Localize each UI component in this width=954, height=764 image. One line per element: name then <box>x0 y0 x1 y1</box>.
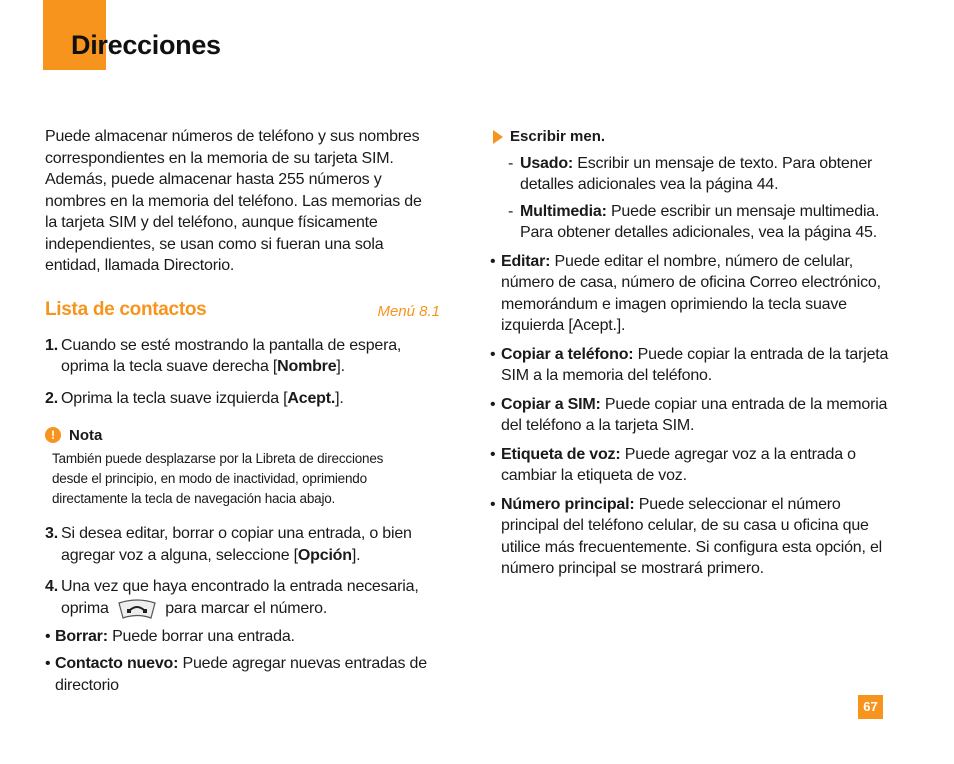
page-title: Direcciones <box>71 30 221 60</box>
step-key: Nombre <box>277 358 337 375</box>
bullet-text: Puede agregar voz a la entrada o cambiar la etiqueta de voz. <box>501 445 856 484</box>
step-1 <box>45 335 445 378</box>
step-text: Si desea editar, borrar o copiar una entrada, o bien agregar voz a alguna, seleccione [ <box>61 525 412 564</box>
section-heading <box>45 299 445 323</box>
bullet-text: Puede copiar una entrada de la memoria del teléfono a la tarjeta SIM. <box>501 395 888 434</box>
bullet-term: Copiar a teléfono: <box>501 345 634 363</box>
bullet-contacto-nuevo <box>45 653 445 696</box>
bullet-dot: • <box>490 445 496 463</box>
dash-text: Puede escribir un mensaje multimedia. Para obtener detalles adicionales, vea la página 45. <box>520 202 880 241</box>
bullet-dot: • <box>490 252 496 270</box>
bullet-dot: • <box>45 627 51 645</box>
bullet-term: Borrar: <box>55 627 108 645</box>
sub-heading-escribir <box>490 126 890 148</box>
dash-term: Multimedia: <box>520 202 607 220</box>
bullet-copiar-sim <box>490 394 890 437</box>
bullet-dot: • <box>490 395 496 413</box>
bullet-editar <box>490 251 890 337</box>
note-label: Nota <box>69 427 103 444</box>
dash-text: Escribir un mensaje de texto. Para obtener detalles adicionales vea la página 44. <box>520 154 873 193</box>
step-4 <box>45 576 445 620</box>
step-number: 4. <box>45 578 58 595</box>
bullet-copiar-telefono <box>490 344 890 387</box>
step-text: Cuando se esté mostrando la pantalla de espera, oprima la tecla suave derecha [ <box>61 336 402 375</box>
step-key: Acept. <box>287 389 336 407</box>
exclamation-icon: ! <box>45 427 61 443</box>
section-menu-ref: Menú 8.1 <box>377 302 440 320</box>
dash-item-multimedia <box>490 201 890 244</box>
sub-heading-text: Escribir men. <box>510 128 606 145</box>
step-2 <box>45 388 445 410</box>
bullet-term: Contacto nuevo: <box>55 655 179 672</box>
bullet-numero-principal <box>490 494 890 580</box>
dash-term: Usado: <box>520 154 574 172</box>
bullet-dot: • <box>490 495 496 513</box>
step-text-end: para marcar el número. <box>165 599 328 617</box>
bullet-term: Número principal: <box>501 495 635 513</box>
step-text: Oprima la tecla suave izquierda [ <box>61 389 288 407</box>
note-text: También puede desplazarse por la Libreta de direcciones desde el principio, en modo de inactividad, oprimiendo directamente la tecla de navegación hacia abajo. <box>52 451 384 506</box>
bullet-text: Puede copiar la entrada de la tarjeta SIM a la memoria del teléfono. <box>501 345 889 384</box>
step-text-end: ]. <box>336 358 345 375</box>
step-3 <box>45 523 445 566</box>
right-column <box>490 126 890 580</box>
left-column <box>45 126 445 696</box>
step-number: 1. <box>45 336 58 354</box>
send-key-icon <box>117 598 157 620</box>
section-title: Lista de contactos <box>45 298 207 320</box>
bullet-text: Puede editar el nombre, número de celular, número de casa, número de oficina Correo electrónico, memorándum e imagen oprimiendo la tecla suave izquierda [Acept.]. <box>501 252 881 334</box>
page-number: 67 <box>858 695 883 719</box>
step-text-end: ]. <box>351 546 361 564</box>
triangle-bullet-icon <box>493 130 503 144</box>
bullet-text: Puede agregar nuevas entradas de directorio <box>55 655 427 694</box>
bullet-text: Puede borrar una entrada. <box>107 627 295 645</box>
bullet-borrar <box>45 626 445 648</box>
step-text: Una vez que haya encontrado la entrada necesaria, oprima <box>61 578 419 617</box>
step-key: Opción <box>297 546 352 564</box>
bullet-text: Puede seleccionar el número principal del teléfono celular, de su casa u oficina que utilice más frecuentemente. Si configura esta opción, el número principal se mostrará primero. <box>501 495 883 577</box>
note-heading <box>45 425 445 445</box>
dash-item-usado <box>490 153 890 196</box>
dash-marker: - <box>508 202 514 220</box>
bullet-term: Copiar a SIM: <box>501 395 601 413</box>
bullet-dot: • <box>490 345 496 363</box>
dash-marker: - <box>508 154 514 172</box>
bullet-etiqueta-voz <box>490 444 890 487</box>
step-number: 3. <box>45 525 58 542</box>
bullet-dot: • <box>45 655 51 672</box>
step-number: 2. <box>45 389 58 407</box>
step-text-end: ]. <box>335 389 344 407</box>
bullet-term: Etiqueta de voz: <box>501 445 621 463</box>
intro-paragraph: Puede almacenar números de teléfono y sus nombres correspondientes en la memoria de su tarjeta SIM. Además, puede almacenar hasta 255 números y nombres en la memoria del teléfono. Las memorias de la tarjeta SIM y del teléfono, aunque físicamente independientes, se usan como si fueran una sola entidad, llamada Directorio. <box>45 128 422 274</box>
bullet-term: Editar: <box>501 252 551 270</box>
